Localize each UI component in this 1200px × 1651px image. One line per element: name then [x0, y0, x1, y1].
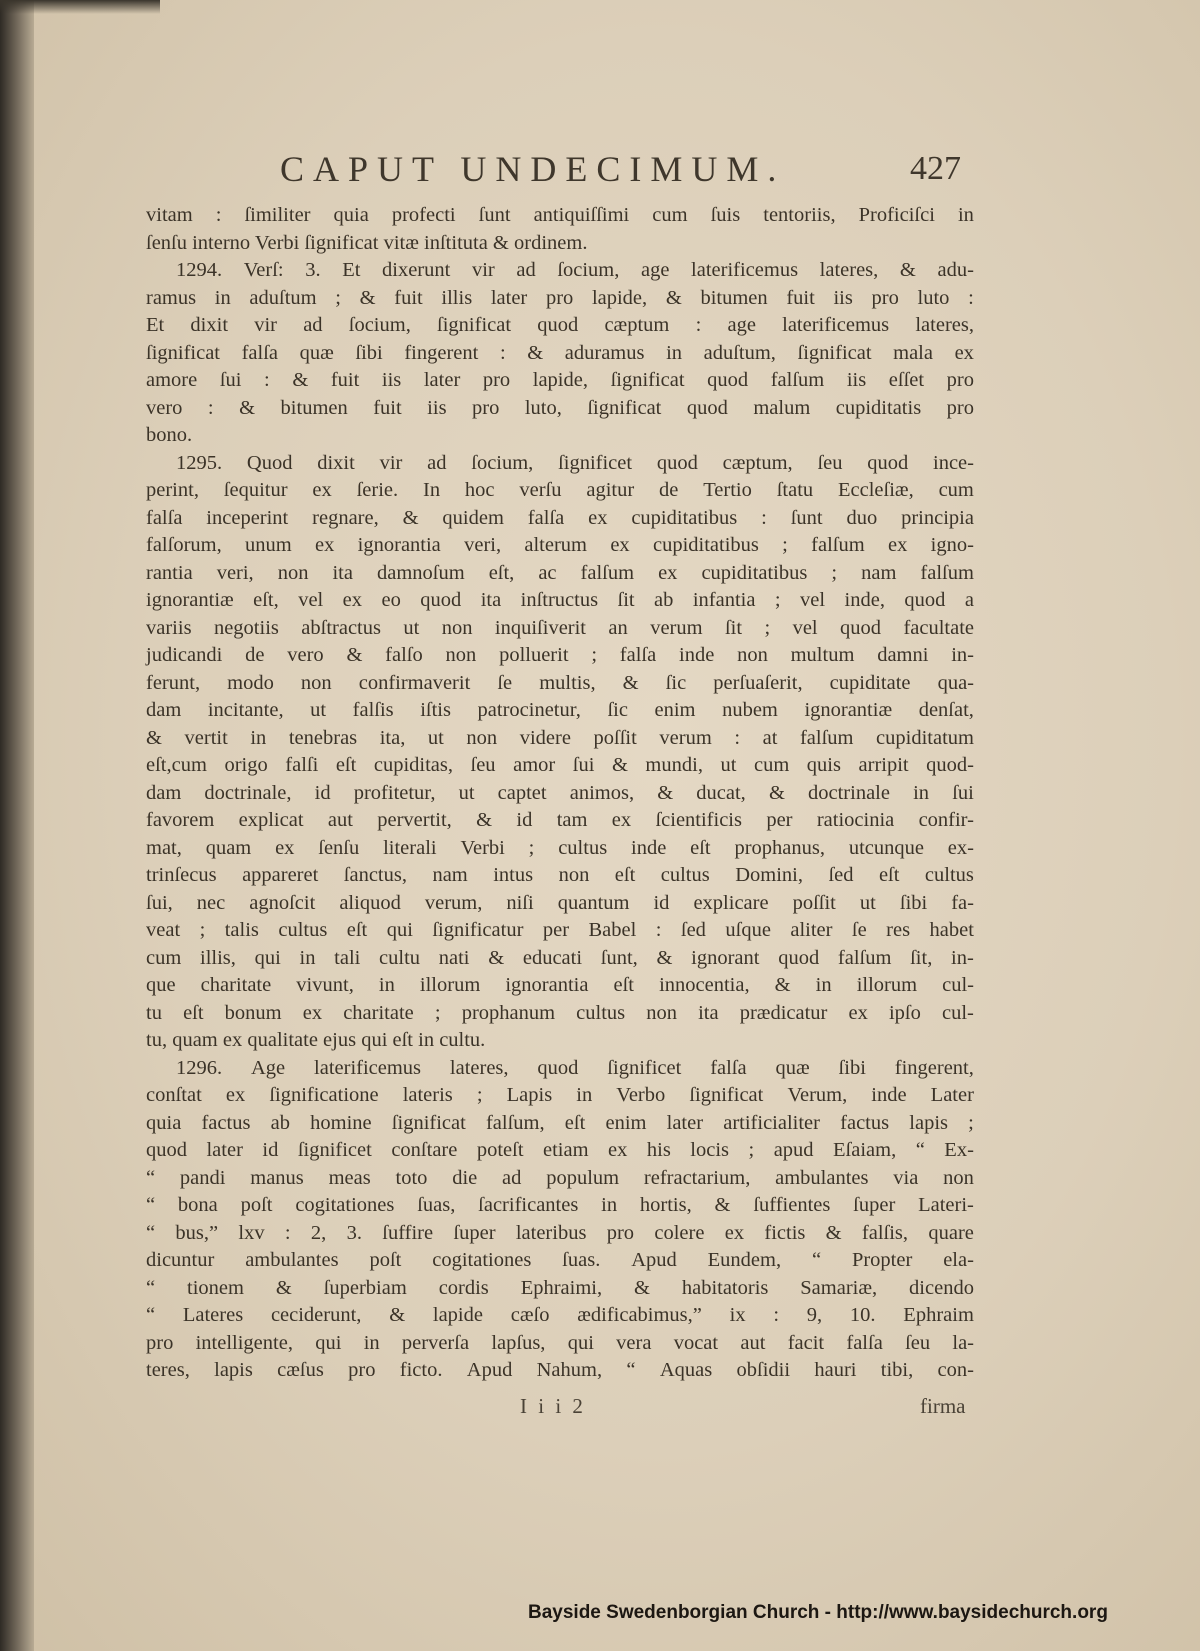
text-line: & vertit in tenebras ita, ut non videre poſſit verum : at falſum cupiditatum	[146, 726, 974, 749]
text-line: “ bona poſt cogitationes ſuas, ſacrificantes in hortis, & ſuffientes ſuper Lateri-	[146, 1194, 974, 1216]
text-line: ignorantiæ eſt, vel ex eo quod ita inſtructus ſit ab infantia ; vel inde, quod a	[146, 589, 974, 611]
text-line: “ bus,” lxv : 2, 3. ſuffire ſuper lateribus pro colere ex fictis & falſis, quare	[146, 1221, 974, 1244]
text-line: que charitate vivunt, in illorum ignorantia eſt innocentia, & in illorum cul-	[146, 974, 974, 996]
text-line: Et dixit vir ad ſocium, ſignificat quod cæptum : age laterificemus lateres,	[146, 314, 974, 336]
page-footer	[0, 1394, 1200, 1426]
text-line: 1296. Age laterificemus lateres, quod ſignificet falſa quæ ſibi fingerent,	[176, 1056, 974, 1079]
text-line: “ tionem & ſuperbiam cordis Ephraimi, & habitatoris Samariæ, dicendo	[146, 1276, 974, 1299]
text-line: ramus in aduſtum ; & fuit illis later pro lapide, & bitumen fuit iis pro luto :	[146, 286, 974, 309]
text-line: dam incitante, ut falſis iſtis patrocinetur, ſic enim nubem ignorantiæ denſat,	[146, 699, 974, 721]
text-line: falſorum, unum ex ignorantia veri, alterum ex cupiditatibus ; falſum ex igno-	[146, 534, 974, 556]
text-line: pro intelligente, qui in perverſa lapſus, qui vera vocat aut facit falſa ſeu la-	[146, 1331, 974, 1354]
text-line: quia factus ab homine ſignificat falſum, eſt enim later artificialiter factus lapis ;	[146, 1111, 974, 1134]
text-line: variis negotiis abſtractus ut non inquiſiverit an verum ſit ; vel quod facultate	[146, 616, 974, 639]
catchword: firma	[920, 1394, 966, 1418]
body-text	[146, 202, 974, 1385]
text-line: ſignificat falſa quæ ſibi fingerent : & aduramus in aduſtum, ſignificat mala ex	[146, 341, 974, 364]
text-line: “ pandi manus meas toto die ad populum refractarium, ambulantes via non	[146, 1166, 974, 1189]
text-line: amore ſui : & fuit iis later pro lapide, ſignificat quod falſum iis eſſet pro	[146, 369, 974, 391]
text-line: ferunt, modo non confirmaverit ſe multis, & ſic perſuaſerit, cupiditate qua-	[146, 671, 974, 694]
text-line: dam doctrinale, id profitetur, ut captet animos, & ducat, & doctrinale in ſui	[146, 781, 974, 804]
text-line: quod later id ſignificet conſtare poteſt etiam ex his locis ; apud Eſaiam, “ Ex-	[146, 1139, 974, 1161]
text-line: trinſecus appareret ſanctus, nam intus non eſt cultus Domini, ſed eſt cultus	[146, 864, 974, 886]
page-top-shadow	[0, 0, 160, 14]
text-line: veat ; talis cultus eſt qui ſignificatur per Babel : ſed uſque aliter ſe res habet	[146, 919, 974, 941]
page-number: 427	[910, 150, 961, 187]
running-title: CAPUT UNDECIMUM.	[280, 149, 786, 189]
text-line: bono.	[146, 424, 193, 446]
text-line: tu, quam ex qualitate ejus qui eſt in cultu.	[146, 1029, 486, 1051]
text-line: dicuntur ambulantes poſt cogitationes ſuas. Apud Eundem, “ Propter ela-	[146, 1249, 974, 1271]
text-line: judicandi de vero & falſo non polluerit ; falſa inde non multum damni in-	[146, 644, 974, 666]
page-header	[0, 148, 1200, 198]
text-line: cum illis, qui in tali cultu nati & educati ſunt, & ignorant quod falſum ſit, in-	[146, 946, 974, 969]
text-line: 1295. Quod dixit vir ad ſocium, ſignificet quod cæptum, ſeu quod ince-	[176, 451, 974, 474]
signature-mark: I i i 2	[520, 1394, 586, 1418]
text-line: rantia veri, non ita damnoſum eſt, ac falſum ex cupiditatibus ; nam falſum	[146, 561, 974, 584]
text-line: “ Lateres ceciderunt, & lapide cæſo ædificabimus,” ix : 9, 10. Ephraim	[146, 1304, 974, 1326]
text-line: falſa inceperint regnare, & quidem falſa ex cupiditatibus : ſunt duo principia	[146, 506, 974, 529]
text-line: perint, ſequitur ex ſerie. In hoc verſu agitur de Tertio ſtatu Eccleſiæ, cum	[146, 479, 974, 501]
text-line: ſenſu interno Verbi ſignificat vitæ inſtituta & ordinem.	[146, 231, 588, 254]
text-line: eſt,cum origo falſi eſt cupiditas, ſeu amor ſui & mundi, ut cum quis arripit quod-	[146, 754, 974, 776]
text-line: teres, lapis cæſus pro ficto. Apud Nahum, “ Aquas obſidii hauri tibi, con-	[146, 1359, 974, 1381]
text-line: conſtat ex ſignificatione lateris ; Lapis in Verbo ſignificat Verum, inde Later	[146, 1084, 974, 1106]
watermark-text: Bayside Swedenborgian Church - http://www.baysidechurch.org	[528, 1602, 1108, 1623]
text-line: tu eſt bonum ex charitate ; prophanum cultus non ita prædicatur ex ipſo cul-	[146, 1001, 974, 1024]
text-line: 1294. Verſ: 3. Et dixerunt vir ad ſocium, age laterificemus lateres, & adu-	[176, 259, 974, 281]
text-line: vitam : ſimiliter quia profecti ſunt antiquiſſimi cum ſuis tentoriis, Proficiſci in	[146, 204, 974, 226]
text-line: vero : & bitumen fuit iis pro luto, ſignificat quod malum cupiditatis pro	[146, 396, 974, 419]
text-line: ſui, nec agnoſcit aliquod verum, niſi quantum id explicare poſſit ut ſibi fa-	[146, 891, 974, 914]
text-line: favorem explicat aut pervertit, & id tam ex ſcientificis per ratiocinia confir-	[146, 809, 974, 831]
text-line: mat, quam ex ſenſu literali Verbi ; cultus inde eſt prophanus, utcunque ex-	[146, 836, 974, 859]
